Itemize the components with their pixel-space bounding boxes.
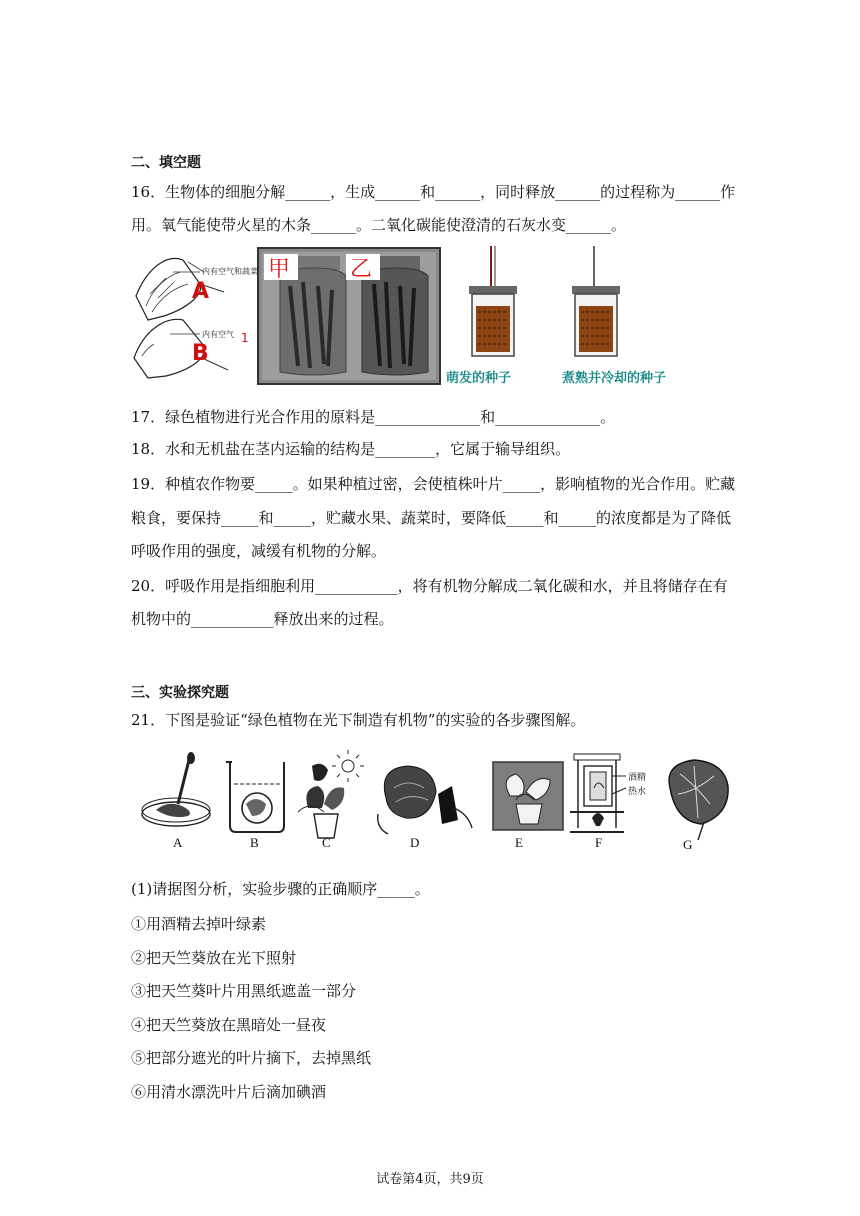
question-16-line-1: 16．生物体的细胞分解______，生成______和______，同时释放______的过程称为______作 [131,183,736,201]
option-5: ⑤把部分遮光的叶片摘下，去掉黑纸 [131,1049,372,1067]
step-label-g: G [683,837,693,852]
step-label-d: D [410,835,420,850]
bag-a-label: 内有空气和蔬菜 [202,267,258,276]
step-a-illustration [142,752,210,826]
f-label-hot-water: 热水 [628,787,647,797]
step-label-b: B [250,835,259,850]
step-d-illustration [378,766,472,834]
option-2: ②把天竺葵放在光下照射 [131,949,297,967]
jar-jia-label: 甲 [268,257,291,282]
question-20-line-2: 机物中的___________释放出来的过程。 [131,610,394,628]
bag-b-label: 内有空气 [202,330,234,339]
question-21-part-1: (1)请据图分析，实验步骤的正确顺序_____。 [131,880,430,898]
boiled-seeds-apparatus [562,246,666,386]
bag-b-illustration [134,319,249,378]
page-footer: 试卷第4页，共9页 [376,1172,484,1187]
step-label-a: A [173,835,183,850]
germinating-seeds-apparatus [446,246,517,386]
jars-photo [258,248,440,384]
question-21-intro: 21．下图是验证“绿色植物在光下制造有机物”的实验的各步骤图解。 [131,711,586,729]
step-e-illustration [493,762,563,830]
step-label-f: F [595,835,603,850]
bag-a-illustration [136,259,258,321]
question-16-figure [128,246,708,388]
jar-yi-label: 乙 [350,257,373,282]
f-label-alcohol: 酒精 [628,773,647,783]
question-21-figure [138,748,730,856]
option-6: ⑥用清水漂洗叶片后滴加碘酒 [131,1083,327,1101]
step-g-illustration [669,760,728,840]
option-4: ④把天竺葵放在黑暗处一昼夜 [131,1016,327,1034]
section-heading-experiment: 三、实验探究题 [131,685,229,701]
question-19-line-2: 粮食，要保持_____和_____，贮藏水果、蔬菜时，要降低_____和_____的浓度都是为了降低 [131,509,732,527]
experiment-steps-illustration [138,748,730,856]
seeds-germinating-label: 萌发的种子 [446,371,512,386]
option-1: ①用酒精去掉叶绿素 [131,915,267,933]
question-18: 18．水和无机盐在茎内运输的结构是________，它属于输导组织。 [131,440,571,458]
seeds-boiled-label: 煮熟并冷却的种子 [562,371,667,386]
bag-number: 1 [241,331,249,345]
question-20-line-1: 20．呼吸作用是指细胞利用___________，将有机物分解成二氧化碳和水，并且将储存在有 [131,577,728,595]
step-b-illustration [226,762,284,832]
experiment-illustrations [128,246,708,388]
option-3: ③把天竺葵叶片用黑纸遮盖一部分 [131,982,357,1000]
step-label-e: E [515,835,523,850]
step-f-illustration [570,754,646,832]
bag-b-letter: B [192,341,209,366]
question-17: 17．绿色植物进行光合作用的原料是______________和______________。 [131,408,616,426]
question-19-line-1: 19．种植农作物要_____。如果种植过密，会使植株叶片_____，影响植物的光合作用。贮藏 [131,475,736,493]
step-c-illustration [298,750,364,838]
question-19-line-3: 呼吸作用的强度，减缓有机物的分解。 [131,542,387,560]
question-16-line-2: 用。氧气能使带火星的木条______。二氧化碳能使澄清的石灰水变______。 [131,216,627,234]
step-label-c: C [322,835,331,850]
bag-a-letter: A [192,279,210,304]
section-heading-fill-blank: 二、填空题 [131,155,201,171]
